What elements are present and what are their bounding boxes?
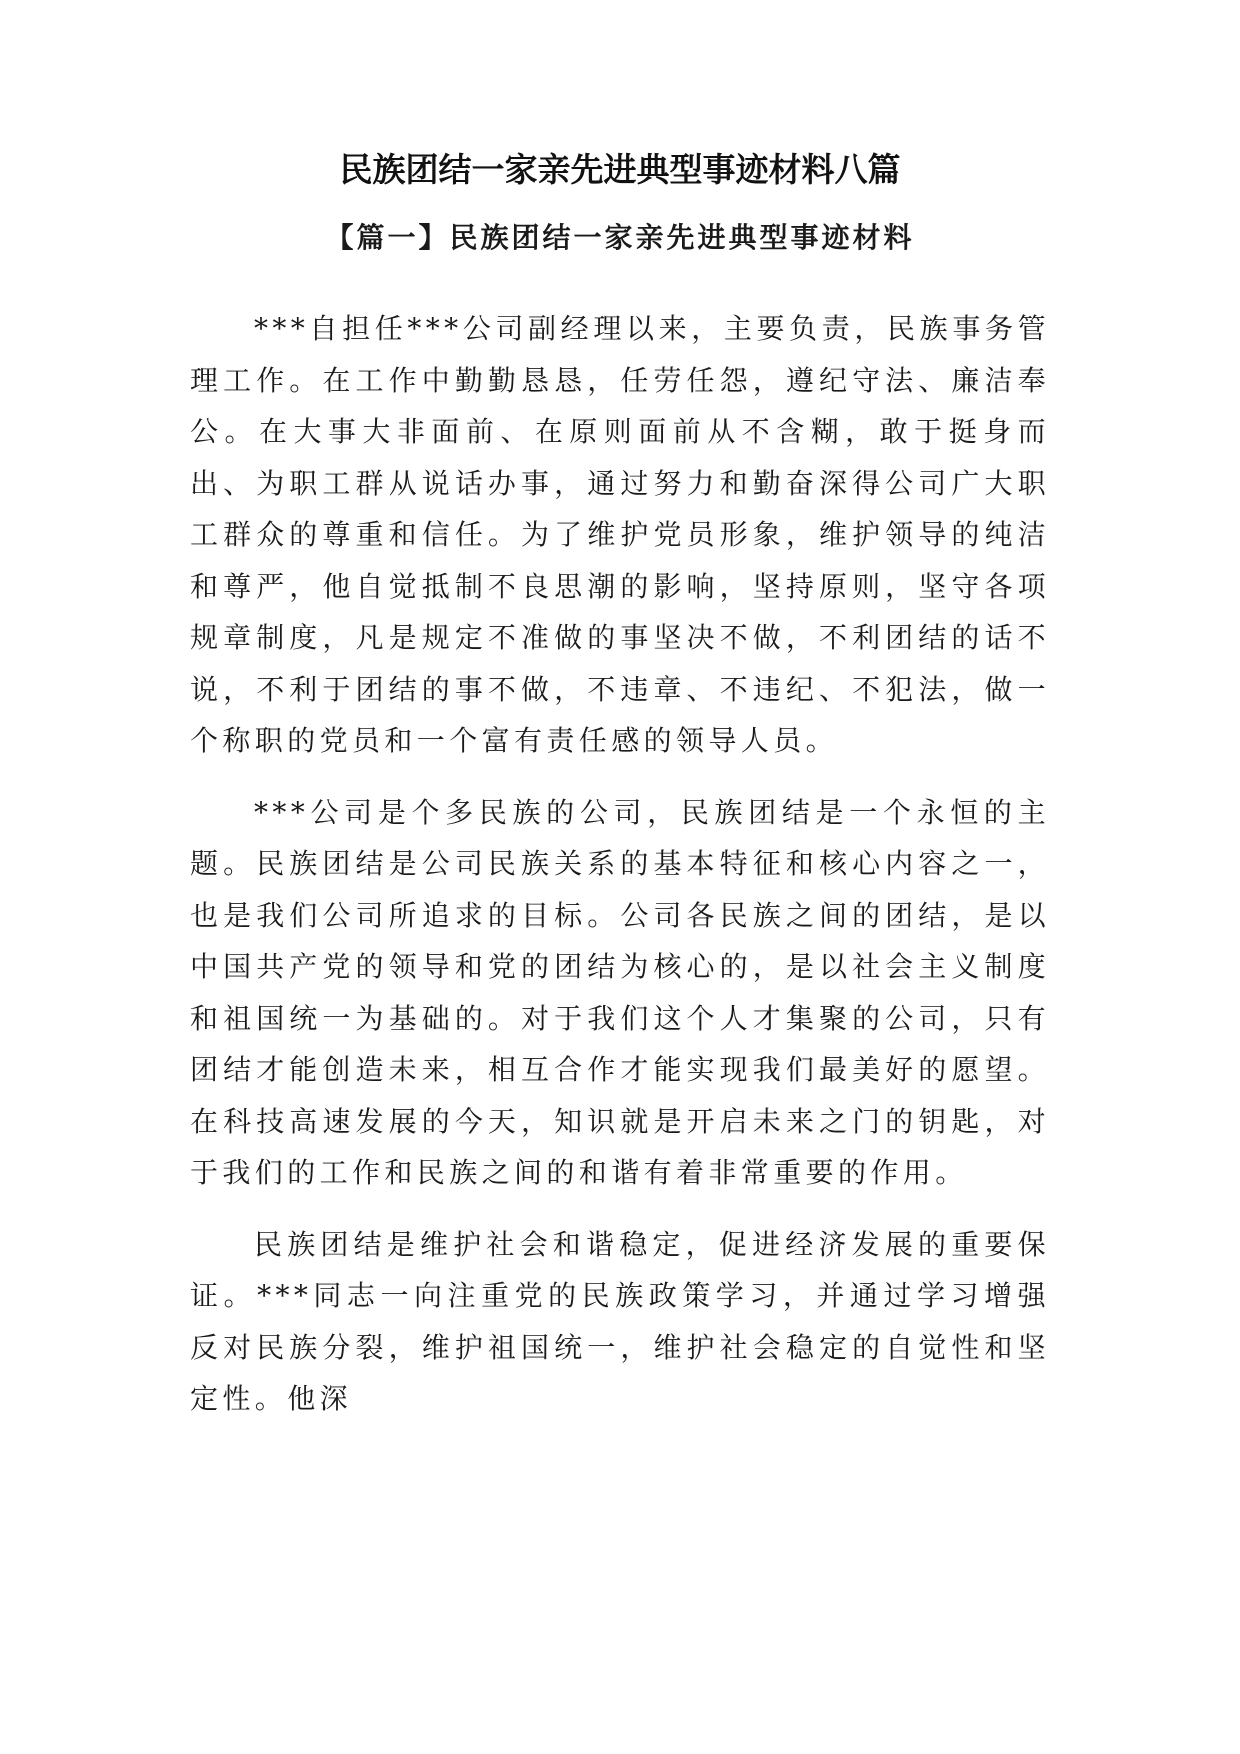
document-title: 民族团结一家亲先进典型事迹材料八篇 [339,150,901,189]
paragraph-2: ***公司是个多民族的公司，民族团结是一个永恒的主题。民族团结是公司民族关系的基本特征和核心内容之一，也是我们公司所追求的目标。公司各民族之间的团结，是以中国共产党的领导和党的团结为核心的，是以社会主义制度和祖国统一为基础的。对于我们这个人才集聚的公司，只有团结才能创造未来，相互合作才能实现我们最美好的愿望。在科技高速发展的今天，知识就是开启未来之门的钥匙，对于我们的工作和民族之间的和谐有着非常重要的作用。 [190,795,1050,1189]
paragraph-3: 民族团结是维护社会和谐稳定，促进经济发展的重要保证。***同志一向注重党的民族政策学习，并通过学习增强反对民族分裂，维护祖国统一，维护社会稳定的自觉性和坚定性。他深 [190,1227,1050,1415]
paragraph-1: ***自担任***公司副经理以来，主要负责，民族事务管理工作。在工作中勤勤恳恳，任劳任怨，遵纪守法、廉洁奉公。在大事大非面前、在原则面前从不含糊，敢于挺身而出、为职工群从说话办事，通过努力和勤奋深得公司广大职工群众的尊重和信任。为了维护党员形象，维护领导的纯洁和尊严，他自觉抵制不良思潮的影响，坚持原则，坚守各项规章制度，凡是规定不准做的事坚决不做，不利团结的话不说，不利于团结的事不做，不违章、不违纪、不犯法，做一个称职的党员和一个富有责任感的领导人员。 [190,312,1050,757]
document-body [190,303,1050,1445]
section-heading: 【篇一】民族团结一家亲先进典型事迹材料 [325,221,915,254]
